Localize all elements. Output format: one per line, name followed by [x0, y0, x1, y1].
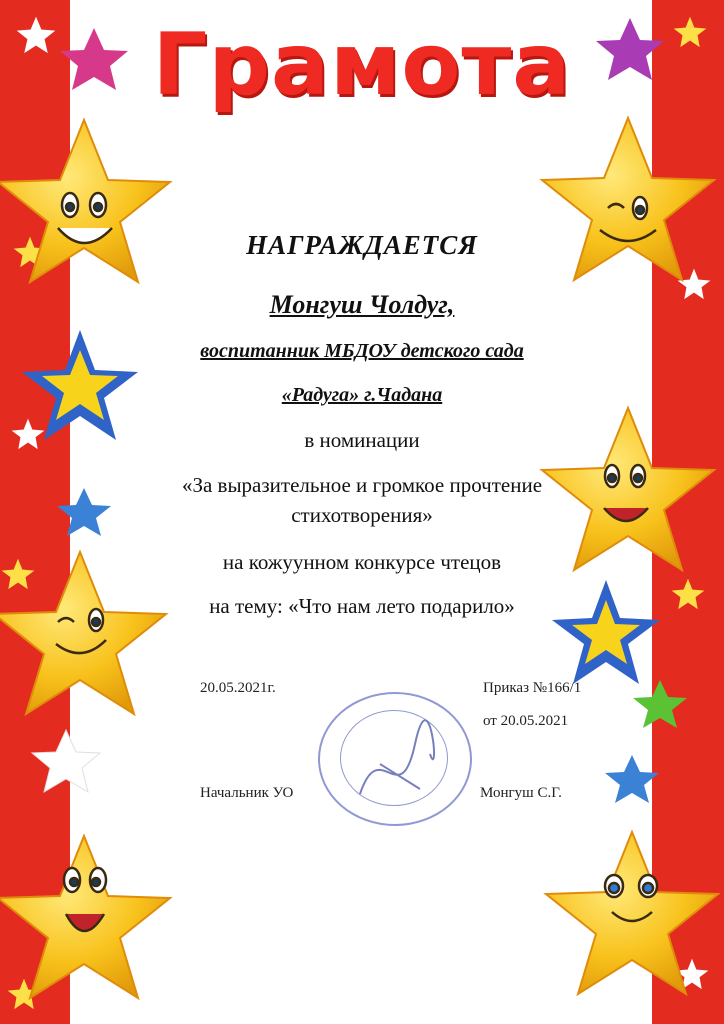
- certificate-title: Грамота: [152, 15, 572, 115]
- recipient-name: Монгуш Чолдуг,: [269, 290, 455, 319]
- recipient-description-line1: воспитанник МБДОУ детского сада: [200, 340, 524, 362]
- nomination-intro: в номинации: [304, 428, 420, 452]
- signatory-title: Начальник УО: [200, 785, 294, 801]
- issue-date: 20.05.2021г.: [200, 680, 276, 696]
- theme-text: на тему: «Что нам лето подарило»: [209, 594, 515, 618]
- official-stamp: [318, 692, 472, 826]
- awarded-heading: НАГРАЖДАЕТСЯ: [246, 230, 478, 260]
- nomination-name-line2: стихотворения»: [291, 503, 433, 527]
- order-number: Приказ №166/1: [483, 680, 582, 696]
- signature-scribble: [320, 694, 470, 824]
- signatory-name: Монгуш С.Г.: [480, 785, 562, 801]
- contest-text: на кожуунном конкурсе чтецов: [222, 550, 502, 574]
- order-date: от 20.05.2021: [483, 713, 569, 729]
- nomination-name-line1: «За выразительное и громкое прочтение: [181, 473, 543, 497]
- recipient-description-line2: «Радуга» г.Чадана: [281, 384, 443, 406]
